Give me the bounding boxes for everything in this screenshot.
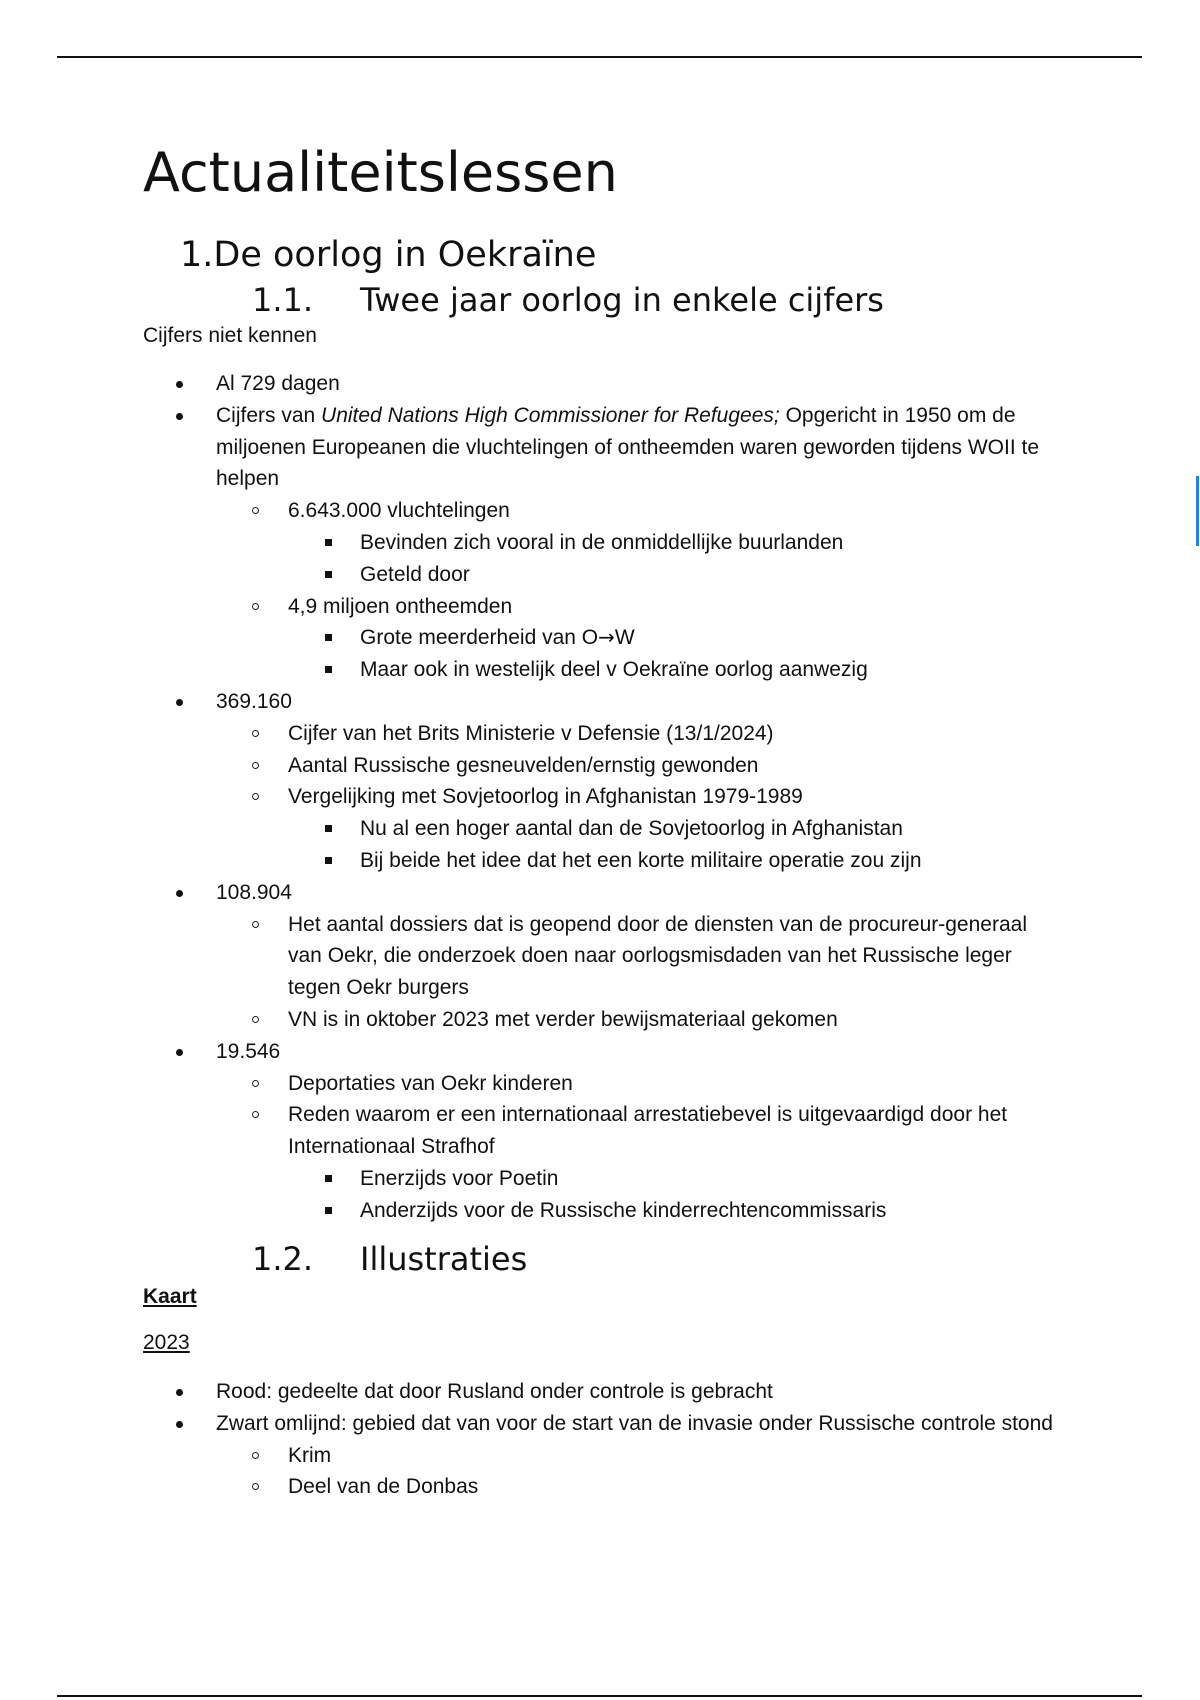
bullet-icon (176, 890, 183, 897)
list-item (0, 813, 1200, 845)
arrow-right-icon: → (598, 625, 615, 650)
list-item (0, 1163, 1200, 1195)
bullet-icon (176, 1049, 183, 1056)
list-item-text: Zwart omlijnd: gebied dat van voor de start van de invasie onder Russische controle stond (216, 1411, 1053, 1435)
bullet-icon (176, 1421, 183, 1428)
heading-text: De oorlog in Oekraïne (213, 235, 597, 275)
circle-bullet-icon (252, 603, 259, 610)
footer-rule (57, 1695, 1142, 1697)
list-item-text: Bevinden zich vooral in de onmiddellijke buurlanden (360, 530, 844, 554)
heading-section-1 (180, 232, 596, 278)
circle-bullet-icon (252, 1111, 259, 1118)
square-bullet-icon (325, 1175, 332, 1182)
heading-number: 1.1. (252, 281, 314, 319)
circle-bullet-icon (252, 1016, 259, 1023)
heading-text: Twee jaar oorlog in enkele cijfers (360, 281, 884, 319)
list-item (0, 1376, 1200, 1408)
square-bullet-icon (325, 634, 332, 641)
square-bullet-icon (325, 571, 332, 578)
unhcr-name: United Nations High Commissioner for Refugees; (321, 403, 780, 427)
list-item-text: Enerzijds voor Poetin (360, 1166, 559, 1190)
list-item-text: Aantal Russische gesneuvelden/ernstig gewonden (288, 753, 759, 777)
list-item-text: Al 729 dagen (216, 372, 340, 395)
list-item (0, 1004, 1200, 1036)
statistics-list (0, 368, 1200, 1227)
list-item (0, 1471, 1200, 1503)
list-item (0, 1099, 1200, 1163)
square-bullet-icon (325, 825, 332, 832)
list-item (0, 877, 1200, 909)
list-item (0, 845, 1200, 877)
list-item-text: W (614, 626, 635, 650)
circle-bullet-icon (252, 793, 259, 800)
bullet-icon (176, 1389, 183, 1396)
list-item-text: Bij beide het idee dat het een korte militaire operatie zou zijn (360, 848, 922, 872)
circle-bullet-icon (252, 1080, 259, 1087)
list-item-text: 108.904 (216, 880, 292, 904)
circle-bullet-icon (252, 730, 259, 737)
list-item (0, 559, 1200, 591)
heading-number: 1. (180, 235, 214, 275)
circle-bullet-icon (252, 1483, 259, 1490)
list-item (0, 718, 1200, 750)
list-item-text: 4,9 miljoen ontheemden (288, 594, 513, 618)
document-title: Actualiteitslessen (143, 141, 618, 204)
list-item-text: Reden waarom er een internationaal arrestatiebevel is uitgevaardigd door het Internationaal Strafhof (288, 1103, 1008, 1159)
intro-paragraph: Cijfers niet kennen (143, 324, 317, 347)
list-item (0, 527, 1200, 559)
list-item-text: Anderzijds voor de Russische kinderrechtencommissaris (360, 1198, 887, 1222)
list-item-text: VN is in oktober 2023 met verder bewijsmateriaal gekomen (288, 1007, 838, 1031)
circle-bullet-icon (252, 921, 259, 928)
list-item (0, 495, 1200, 527)
list-item (0, 1408, 1200, 1440)
list-item (0, 622, 1200, 654)
circle-bullet-icon (252, 762, 259, 769)
list-item-text: Het aantal dossiers dat is geopend door de diensten van de procureur-generaal van Oekr, die onderzoek doen naar oorlogsmisdaden van het Russische leger tegen Oekr burgers (288, 912, 1027, 1000)
list-item-text: Deel van de Donbas (288, 1475, 479, 1499)
heading-section-1-1 (252, 279, 884, 321)
list-item (0, 591, 1200, 623)
list-item (0, 909, 1200, 1004)
list-item-text: Cijfers van (216, 403, 322, 427)
list-item-text: Geteld door (360, 562, 470, 586)
list-item (0, 1068, 1200, 1100)
list-item-text: Grote meerderheid van O (360, 626, 599, 650)
heading-section-1-2 (252, 1238, 527, 1280)
year-label: 2023 (143, 1331, 190, 1354)
list-item (0, 1036, 1200, 1068)
list-item (0, 686, 1200, 718)
bullet-icon (176, 381, 183, 388)
square-bullet-icon (325, 539, 332, 546)
header-rule (57, 56, 1142, 58)
bullet-icon (176, 699, 183, 706)
kaart-label: Kaart (143, 1285, 197, 1308)
square-bullet-icon (325, 857, 332, 864)
list-item-text: Krim (288, 1443, 332, 1467)
heading-text: Illustraties (360, 1240, 528, 1278)
circle-bullet-icon (252, 1452, 259, 1459)
map-legend-list (0, 1376, 1200, 1503)
list-item (0, 400, 1200, 495)
list-item-text: Deportaties van Oekr kinderen (288, 1071, 573, 1095)
list-item-text: 369.160 (216, 689, 292, 713)
list-item-text: Opgericht in 1950 om de miljoenen Europeanen die vluchtelingen of ontheemden waren geworden tijdens WOII te helpen (216, 403, 1040, 491)
list-item (0, 654, 1200, 686)
square-bullet-icon (325, 1207, 332, 1214)
list-item-text: 19.546 (216, 1039, 281, 1063)
list-item (0, 1440, 1200, 1472)
list-item-text: Maar ook in westelijk deel v Oekraïne oorlog aanwezig (360, 658, 868, 682)
bullet-icon (176, 413, 183, 420)
list-item-text: 6.643.000 vluchtelingen (288, 499, 510, 523)
list-item-text: Vergelijking met Sovjetoorlog in Afghanistan 1979-1989 (288, 785, 803, 809)
circle-bullet-icon (252, 507, 259, 514)
heading-number: 1.2. (252, 1240, 314, 1278)
square-bullet-icon (325, 666, 332, 673)
list-item (0, 750, 1200, 782)
list-item (0, 1195, 1200, 1227)
list-item (0, 781, 1200, 813)
list-item-text: Cijfer van het Brits Ministerie v Defensie (13/1/2024) (288, 721, 774, 745)
list-item-text: Rood: gedeelte dat door Rusland onder controle is gebracht (216, 1380, 773, 1403)
list-item-text: Nu al een hoger aantal dan de Sovjetoorlog in Afghanistan (360, 817, 903, 841)
list-item (0, 368, 1200, 400)
